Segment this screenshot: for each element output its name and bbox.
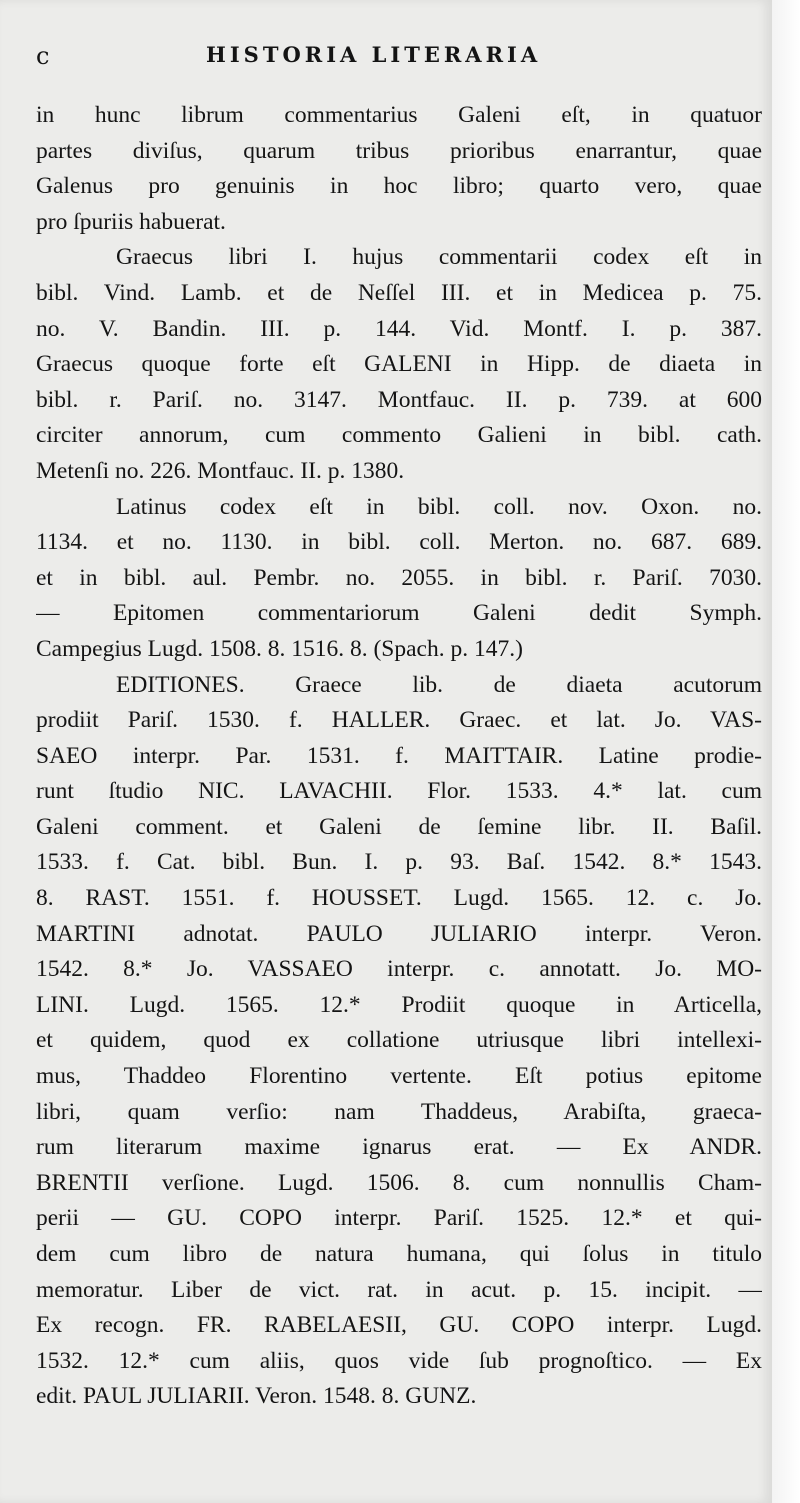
text-line: Galenus pro genuinis in hoc libro; quarto vero, quae [36,173,762,200]
text-line: rum literarum maxime ignarus erat. — Ex ANDR. [36,1134,762,1161]
text-line: Graecus quoque forte eſt GALENI in Hipp. de diaeta in [36,351,762,378]
text-line: BRENTII verſione. Lugd. 1506. 8. cum nonnullis Cham- [36,1169,762,1196]
text-line: et quidem, quod ex collatione utriusque libri intellexi- [36,1027,762,1054]
text-line: in hunc librum commentarius Galeni eſt, in quatuor [36,102,762,128]
text-line: — Epitomen commentariorum Galeni dedit Symph. [36,600,762,627]
text-line: circiter annorum, cum commento Galieni in bibl. cath. [36,422,762,449]
text-line: perii — GU. COPO interpr. Pariſ. 1525. 12.* et qui- [36,1205,762,1232]
text-line: Galeni comment. et Galeni de ſemine libr. II. Baſil. [36,813,762,840]
text-line: pro ſpuriis habuerat. [36,208,226,235]
text-line: Graecus libri I. hujus commentarii codex eſt in [116,244,762,271]
text-line: runt ſtudio NIC. LAVACHII. Flor. 1533. 4.* lat. cum [36,778,762,805]
text-line: Ex recogn. FR. RABELAESII, GU. COPO interpr. Lugd. [36,1312,762,1339]
text-line: memoratur. Liber de vict. rat. in acut. p. 15. incipit. — [36,1276,762,1303]
text-line: 1134. et no. 1130. in bibl. coll. Merton. no. 687. 689. [36,529,762,556]
text-line: edit. PAUL JULIARII. Veron. 1548. 8. GUNZ. [36,1383,477,1410]
text-line: Latinus codex eſt in bibl. coll. nov. Oxon. no. [116,493,762,520]
text-line: bibl. r. Pariſ. no. 3147. Montfauc. II. p. 739. at 600 [36,386,762,413]
text-line: 1542. 8.* Jo. VASSAEO interpr. c. annotatt. Jo. MO- [36,956,762,983]
text-line: bibl. Vind. Lamb. et de Neſſel III. et in Medicea p. 75. [36,279,762,306]
text-line: partes diviſus, quarum tribus prioribus enarrantur, quae [36,137,762,164]
text-line: SAEO interpr. Par. 1531. f. MAITTAIR. Latine prodie- [36,742,762,769]
text-line: prodiit Pariſ. 1530. f. HALLER. Graec. et lat. Jo. VAS- [36,707,762,734]
text-line: et in bibl. aul. Pembr. no. 2055. in bibl. r. Pariſ. 7030. [36,564,762,591]
text-line: libri, quam verſio: nam Thaddeus, Arabiſta, graeca- [36,1098,762,1125]
text-line: Metenſi no. 226. Montfauc. II. p. 1380. [36,457,405,484]
text-line: dem cum libro de natura humana, qui ſolus in titulo [36,1241,762,1267]
text-line: Campegius Lugd. 1508. 8. 1516. 8. (Spach. p. 147.) [36,635,523,662]
running-title: HISTORIA LITERARIA [206,42,542,67]
text-line: EDITIONES. Graece lib. de diaeta acutorum [116,671,762,698]
text-line: no. V. Bandin. III. p. 144. Vid. Montf. I. p. 387. [36,315,762,342]
page-signature-letter: c [36,42,51,70]
text-line: mus, Thaddeo Florentino vertente. Eſt potius epitome [36,1063,762,1090]
body-text [36,98,762,1415]
page-edge [772,0,800,1503]
text-line: LINI. Lugd. 1565. 12.* Prodiit quoque in Articella, [36,991,762,1018]
text-line: 1533. f. Cat. bibl. Bun. I. p. 93. Baſ. 1542. 8.* 1543. [36,849,762,876]
page-header [36,42,766,76]
text-line: MARTINI adnotat. PAULO JULIARIO interpr. Veron. [36,920,762,947]
text-line: 8. RAST. 1551. f. HOUSSET. Lugd. 1565. 12. c. Jo. [36,885,762,912]
text-line: 1532. 12.* cum aliis, quos vide ſub prognoſtico. — Ex [36,1347,762,1374]
